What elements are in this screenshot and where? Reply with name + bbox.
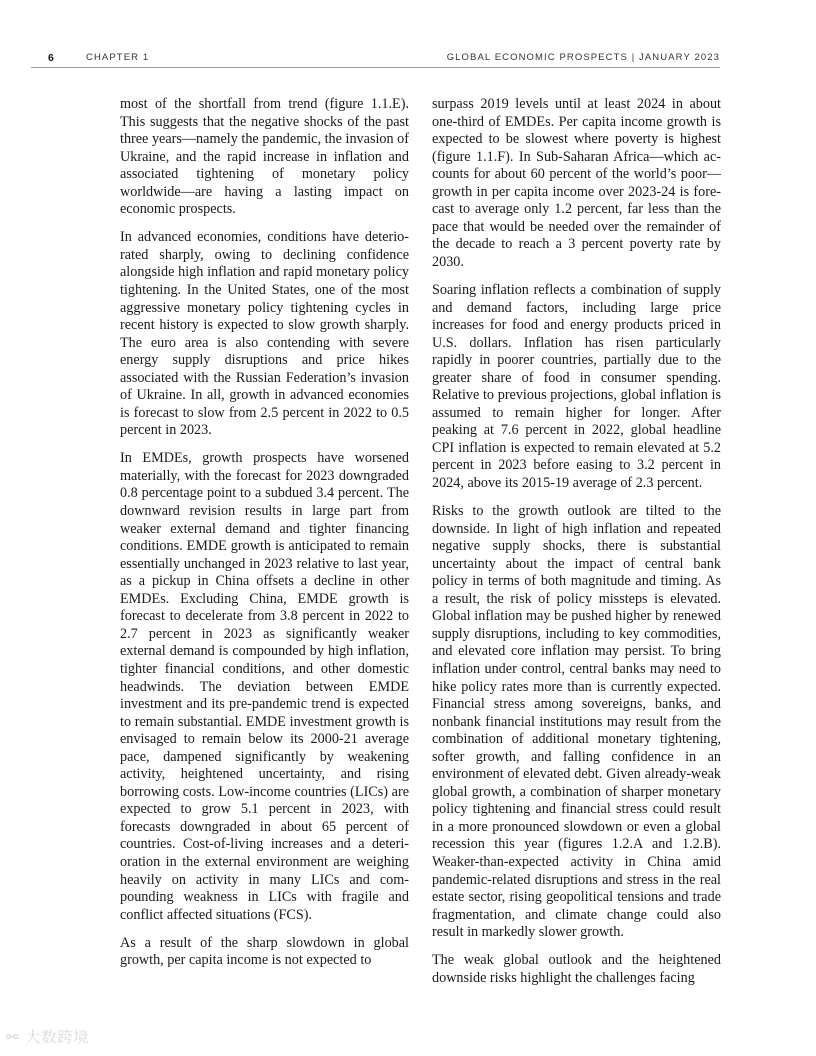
- paragraph: In advanced economies, conditions have deteriorated sharply, owing to declining confidence alongside high inflation and rapid monetary policy tightening. In the United States, one of the most aggressive monetary policy tightening cycles in recent history is expected to slow growth sharply. The euro area is also contending with severe energy supply disruptions and price hikes associated with the Russian Federation’s invasion of Ukraine. In all, growth in advanced economies is forecast to slow from 2.5 percent in 2022 to 0.5 percent in 2023.: [120, 229, 409, 439]
- header-divider: [31, 67, 720, 68]
- paragraph: surpass 2019 levels until at least 2024 in about one-third of EMDEs. Per capita income growth is expected to be slowest where poverty is highest (figure 1.1.F). In Sub-Saharan Africa—which accounts for about 60 percent of the world’s poor—growth in per capita income over 2023-24 is forecast to average only 1.2 percent, far less than the pace that would be needed over the remainder of the decade to reach a 3 percent poverty rate by 2030.: [432, 96, 721, 270]
- left-column: [120, 96, 409, 980]
- watermark: [6, 1026, 89, 1047]
- running-header: [48, 52, 720, 68]
- paragraph: The weak global outlook and the heightened downside risks highlight the challenges facing: [432, 952, 721, 986]
- paragraph: most of the shortfall from trend (figure 1.1.E). This suggests that the negative shocks of the past three years—namely the pandemic, the invasion of Ukraine, and the rapid increase in inflation and associated tightening of monetary policy worldwide—are having a lasting impact on economic prospects.: [120, 96, 409, 218]
- paragraph: As a result of the sharp slowdown in global growth, per capita income is not expected to: [120, 934, 409, 969]
- publication-title: GLOBAL ECONOMIC PROSPECTS | JANUARY 2023: [446, 52, 720, 63]
- paragraph: Risks to the growth outlook are tilted to the downside. In light of high inflation and repeated negative supply shocks, there is substantial uncertainty about the impact of central bank policy in terms of both magnitude and timing. As a result, the risk of policy missteps is elevated. Global inflation may be pushed higher by renewed supply disruptions, including to key commodities, and elevated core inflation may persist. To bring inflation under control, central banks may need to hike policy rates more than is currently expected. Financial stress among sovereigns, banks, and nonbank financial institutions may result from the combination of additional monetary tightening, softer growth, and falling confidence in an environment of elevated debt. Given already-weak global growth, a combination of sharper monetary policy tightening and financial stress could result in a more pronounced slowdown or even a global recession this year (figures 1.2.A and 1.2.B). Weaker-than-expected activity in China amid pandemic-related disruptions and stress in the real estate sector, rising geopolitical tensions and trade fragmentation, and climate change could also result in markedly slower growth.: [432, 503, 721, 941]
- paragraph: Soaring inflation reflects a combination of supply and demand factors, including large price increases for food and energy products priced in U.S. dollars. Inflation has risen particularly rapidly in poorer countries, partially due to the greater share of food in consumer spending. Relative to previous projections, global inflation is assumed to remain higher for longer. After peaking at 7.6 percent in 2022, global headline CPI inflation is expected to remain elevated at 5.2 percent in 2023 before easing to 3.2 percent in 2024, above its 2015-19 average of 2.3 percent.: [432, 281, 721, 491]
- right-column: [432, 96, 721, 998]
- watermark-text: 大数跨境: [25, 1028, 90, 1046]
- watermark-logo-icon: ⚯: [6, 1028, 20, 1046]
- page-number: 6: [48, 52, 54, 64]
- paragraph: In EMDEs, growth prospects have worsened materially, with the forecast for 2023 downgraded 0.8 percentage point to a subdued 3.4 percent. The downward revision results in large part from weaker external demand and tighter financing conditions. EMDE growth is anticipated to remain essentially unchanged in 2023 relative to last year, as a pickup in China offsets a decline in other EMDEs. Excluding China, EMDE growth is forecast to decelerate from 3.8 percent in 2022 to 2.7 percent in 2023 as significantly weaker external demand is compounded by high inflation, tighter financial conditions, and other domestic headwinds. The deviation between EMDE investment and its pre-pandemic trend is expected to remain substantial. EMDE investment growth is envisaged to remain below its 2000-21 average pace, dampened significantly by weakening activity, heightened uncertainty, and rising borrowing costs. Low-income countries (LICs) are expected to grow 5.1 percent in 2023, with forecasts downgraded in about 65 percent of countries. Cost-of-living increases and a deterioration in the external environment are weighing heavily on activity in many LICs and compounding weakness in LICs with fragile and conflict affected situations (FCS).: [120, 450, 409, 923]
- chapter-label: CHAPTER 1: [86, 52, 150, 63]
